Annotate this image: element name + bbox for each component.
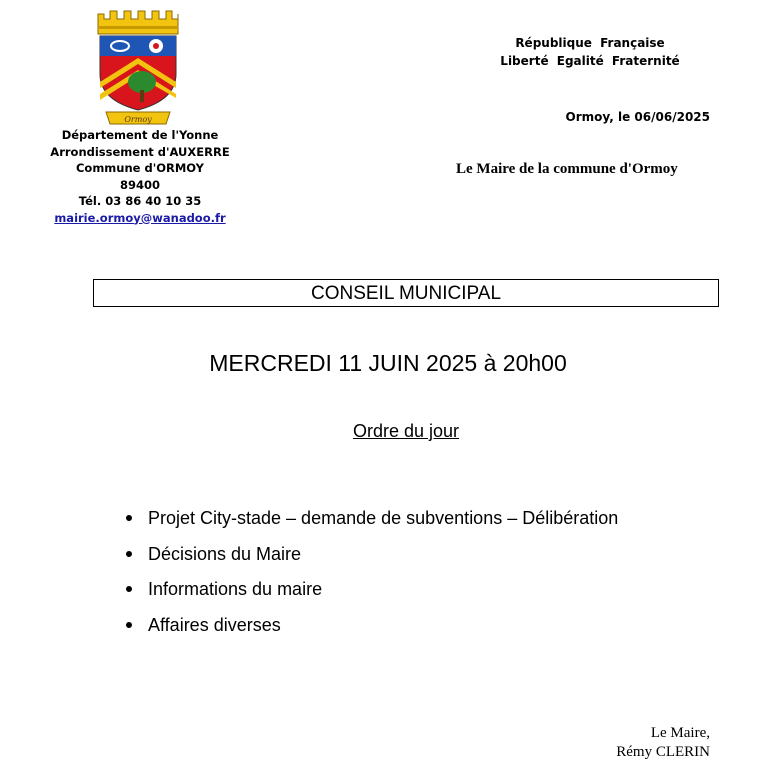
agenda-title: Ordre du jour bbox=[352, 421, 460, 441]
email-link[interactable]: mairie.ormoy@wanadoo.fr bbox=[54, 210, 226, 225]
signature-block bbox=[616, 724, 710, 762]
heading: CONSEIL MUNICIPAL bbox=[310, 283, 502, 304]
date-line: Ormoy, le 06/06/2025 bbox=[565, 110, 710, 124]
list-item: Décisions du Maire bbox=[122, 542, 618, 578]
from-line: Le Maire de la commune d'Ormoy bbox=[456, 161, 678, 177]
list-item: Affaires diverses bbox=[122, 613, 618, 649]
heading-box bbox=[93, 279, 719, 307]
republic-name: République Française bbox=[515, 36, 665, 50]
arrondissement: Arrondissement d'AUXERRE bbox=[50, 144, 230, 159]
sender-address-block bbox=[40, 127, 240, 226]
phone: Tél. 03 86 40 10 35 bbox=[78, 194, 202, 208]
banner-text: Ormoy bbox=[124, 115, 152, 124]
signature-name: Rémy CLERIN bbox=[616, 744, 710, 760]
meeting-date: MERCREDI 11 JUIN 2025 à 20h00 bbox=[209, 350, 567, 376]
department: Département de l'Yonne bbox=[61, 128, 219, 142]
republic-motto bbox=[480, 34, 700, 70]
republic-motto-line: Liberté Egalité Fraternité bbox=[500, 54, 680, 68]
list-item: Projet City-stade – demande de subventions – Délibération bbox=[122, 506, 618, 542]
postcode: 89400 bbox=[119, 177, 160, 192]
list-item: Informations du maire bbox=[122, 577, 618, 613]
signature-title: Le Maire, bbox=[650, 725, 710, 741]
ormoy-coat-of-arms-logo bbox=[92, 8, 184, 126]
agenda-list bbox=[122, 506, 618, 648]
commune: Commune d'ORMOY bbox=[75, 161, 204, 175]
